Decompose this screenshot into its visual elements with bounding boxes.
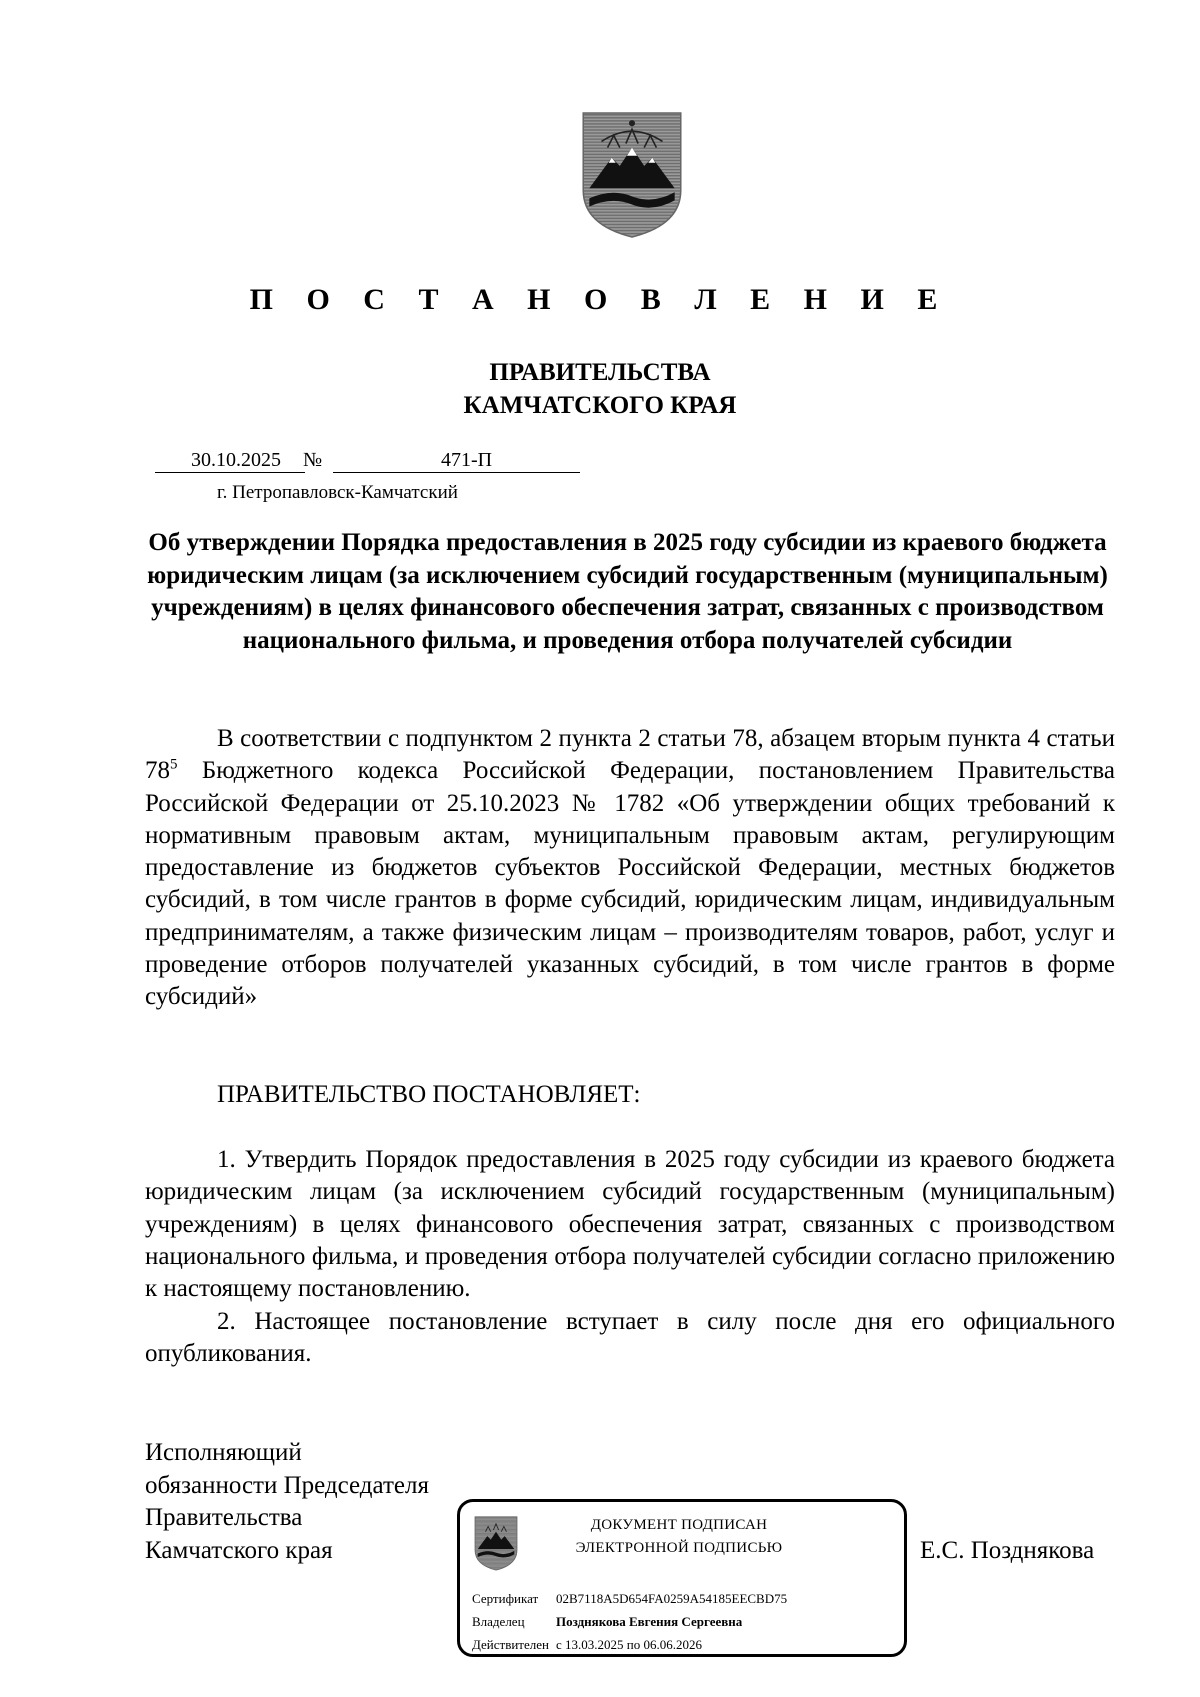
certificate-value: 02B7118A5D654FA0259A54185EECBD75 [556, 1591, 788, 1606]
document-number: 471-П [333, 448, 580, 473]
preamble-text-start: В соответствии с подпунктом 2 пункта 2 статьи 78, абзацем вторым пункта 4 статьи 78 [145, 725, 1115, 785]
certificate-label: Сертификат [472, 1591, 539, 1606]
resolution-item-2: 2. Настоящее постановление вступает в силу после дня его официального опубликования. [145, 1308, 1115, 1368]
signatory-name: Е.С. Позднякова [920, 1537, 1095, 1564]
stamp-heading-line-2: ЭЛЕКТРОННОЙ ПОДПИСЬЮ [575, 1540, 783, 1556]
resolves-heading: ПРАВИТЕЛЬСТВО ПОСТАНОВЛЯЕТ: [217, 1081, 641, 1108]
government-line-2: КАМЧАТСКОГО КРАЯ [463, 392, 737, 419]
stamp-certificate-row [472, 1591, 787, 1607]
document-date: 30.10.2025 [155, 448, 305, 473]
signatory-position-line: обязанности Председателя [145, 1471, 429, 1499]
signatory-position-line: Правительства [145, 1504, 303, 1531]
document-city: г. Петропавловск-Камчатский [217, 482, 458, 503]
government-line-1: ПРАВИТЕЛЬСТВА [489, 359, 711, 386]
resolution-item-1: 1. Утвердить Порядок предоставления в 2025 году субсидии из краевого бюджета юридическим лицам (за исключением субсидий государственным (муниципальным) учреждениям) в целях финансового обеспечения затрат, связанных с производством национального фильма, и проведения отбора получателей субсидии согласно приложению к настоящему постановлению. [145, 1146, 1115, 1303]
document-title: П О С Т А Н О В Л Е Н И Е [249, 283, 951, 316]
government-name [0, 356, 1200, 422]
signatory-position [145, 1437, 429, 1567]
stamp-heading [534, 1514, 824, 1560]
stamp-emblem-icon [474, 1516, 518, 1571]
number-sign: № [303, 449, 323, 471]
kamchatka-emblem-icon [581, 111, 683, 239]
validity-value: с 13.03.2025 по 06.06.2026 [556, 1637, 702, 1652]
electronic-signature-stamp [457, 1499, 907, 1657]
preamble-superscript: 5 [170, 756, 178, 773]
document-subject: Об утверждении Порядка предоставления в 2025 году субсидии из краевого бюджета юридическим лицам (за исключением субсидий государственным (муниципальным) учреждениям) в целях финансового обеспечения затрат, связанных с производством национального фильма, и проведения отбора получателей субсидии [147, 529, 1108, 654]
owner-value: Позднякова Евгения Сергеевна [556, 1614, 743, 1629]
stamp-validity-row [472, 1637, 702, 1653]
validity-label: Действителен [472, 1637, 549, 1652]
preamble-text-end: Бюджетного кодекса Российской Федерации, постановлением Правительства Российской Федерации от 25.10.2023 № 1782 «Об утверждении общих требований к нормативным правовым актам, муниципальным правовым актам, регулирующим предоставление из бюджетов субъектов Российской Федерации, местных бюджетов субсидий, в том числе грантов в форме субсидий, юридическим лицам, индивидуальным предпринимателям, а также физическим лицам – производителям товаров, работ, услуг и проведение отборов получателей указанных субсидий, в том числе грантов в форме субсидий» [145, 757, 1115, 1011]
stamp-owner-row [472, 1614, 742, 1630]
signatory-position-line: Исполняющий [145, 1439, 302, 1466]
signatory-position-line: Камчатского края [145, 1536, 333, 1564]
owner-label: Владелец [472, 1614, 525, 1629]
preamble-paragraph [145, 723, 1115, 1014]
stamp-heading-line-1: ДОКУМЕНТ ПОДПИСАН [590, 1517, 768, 1533]
